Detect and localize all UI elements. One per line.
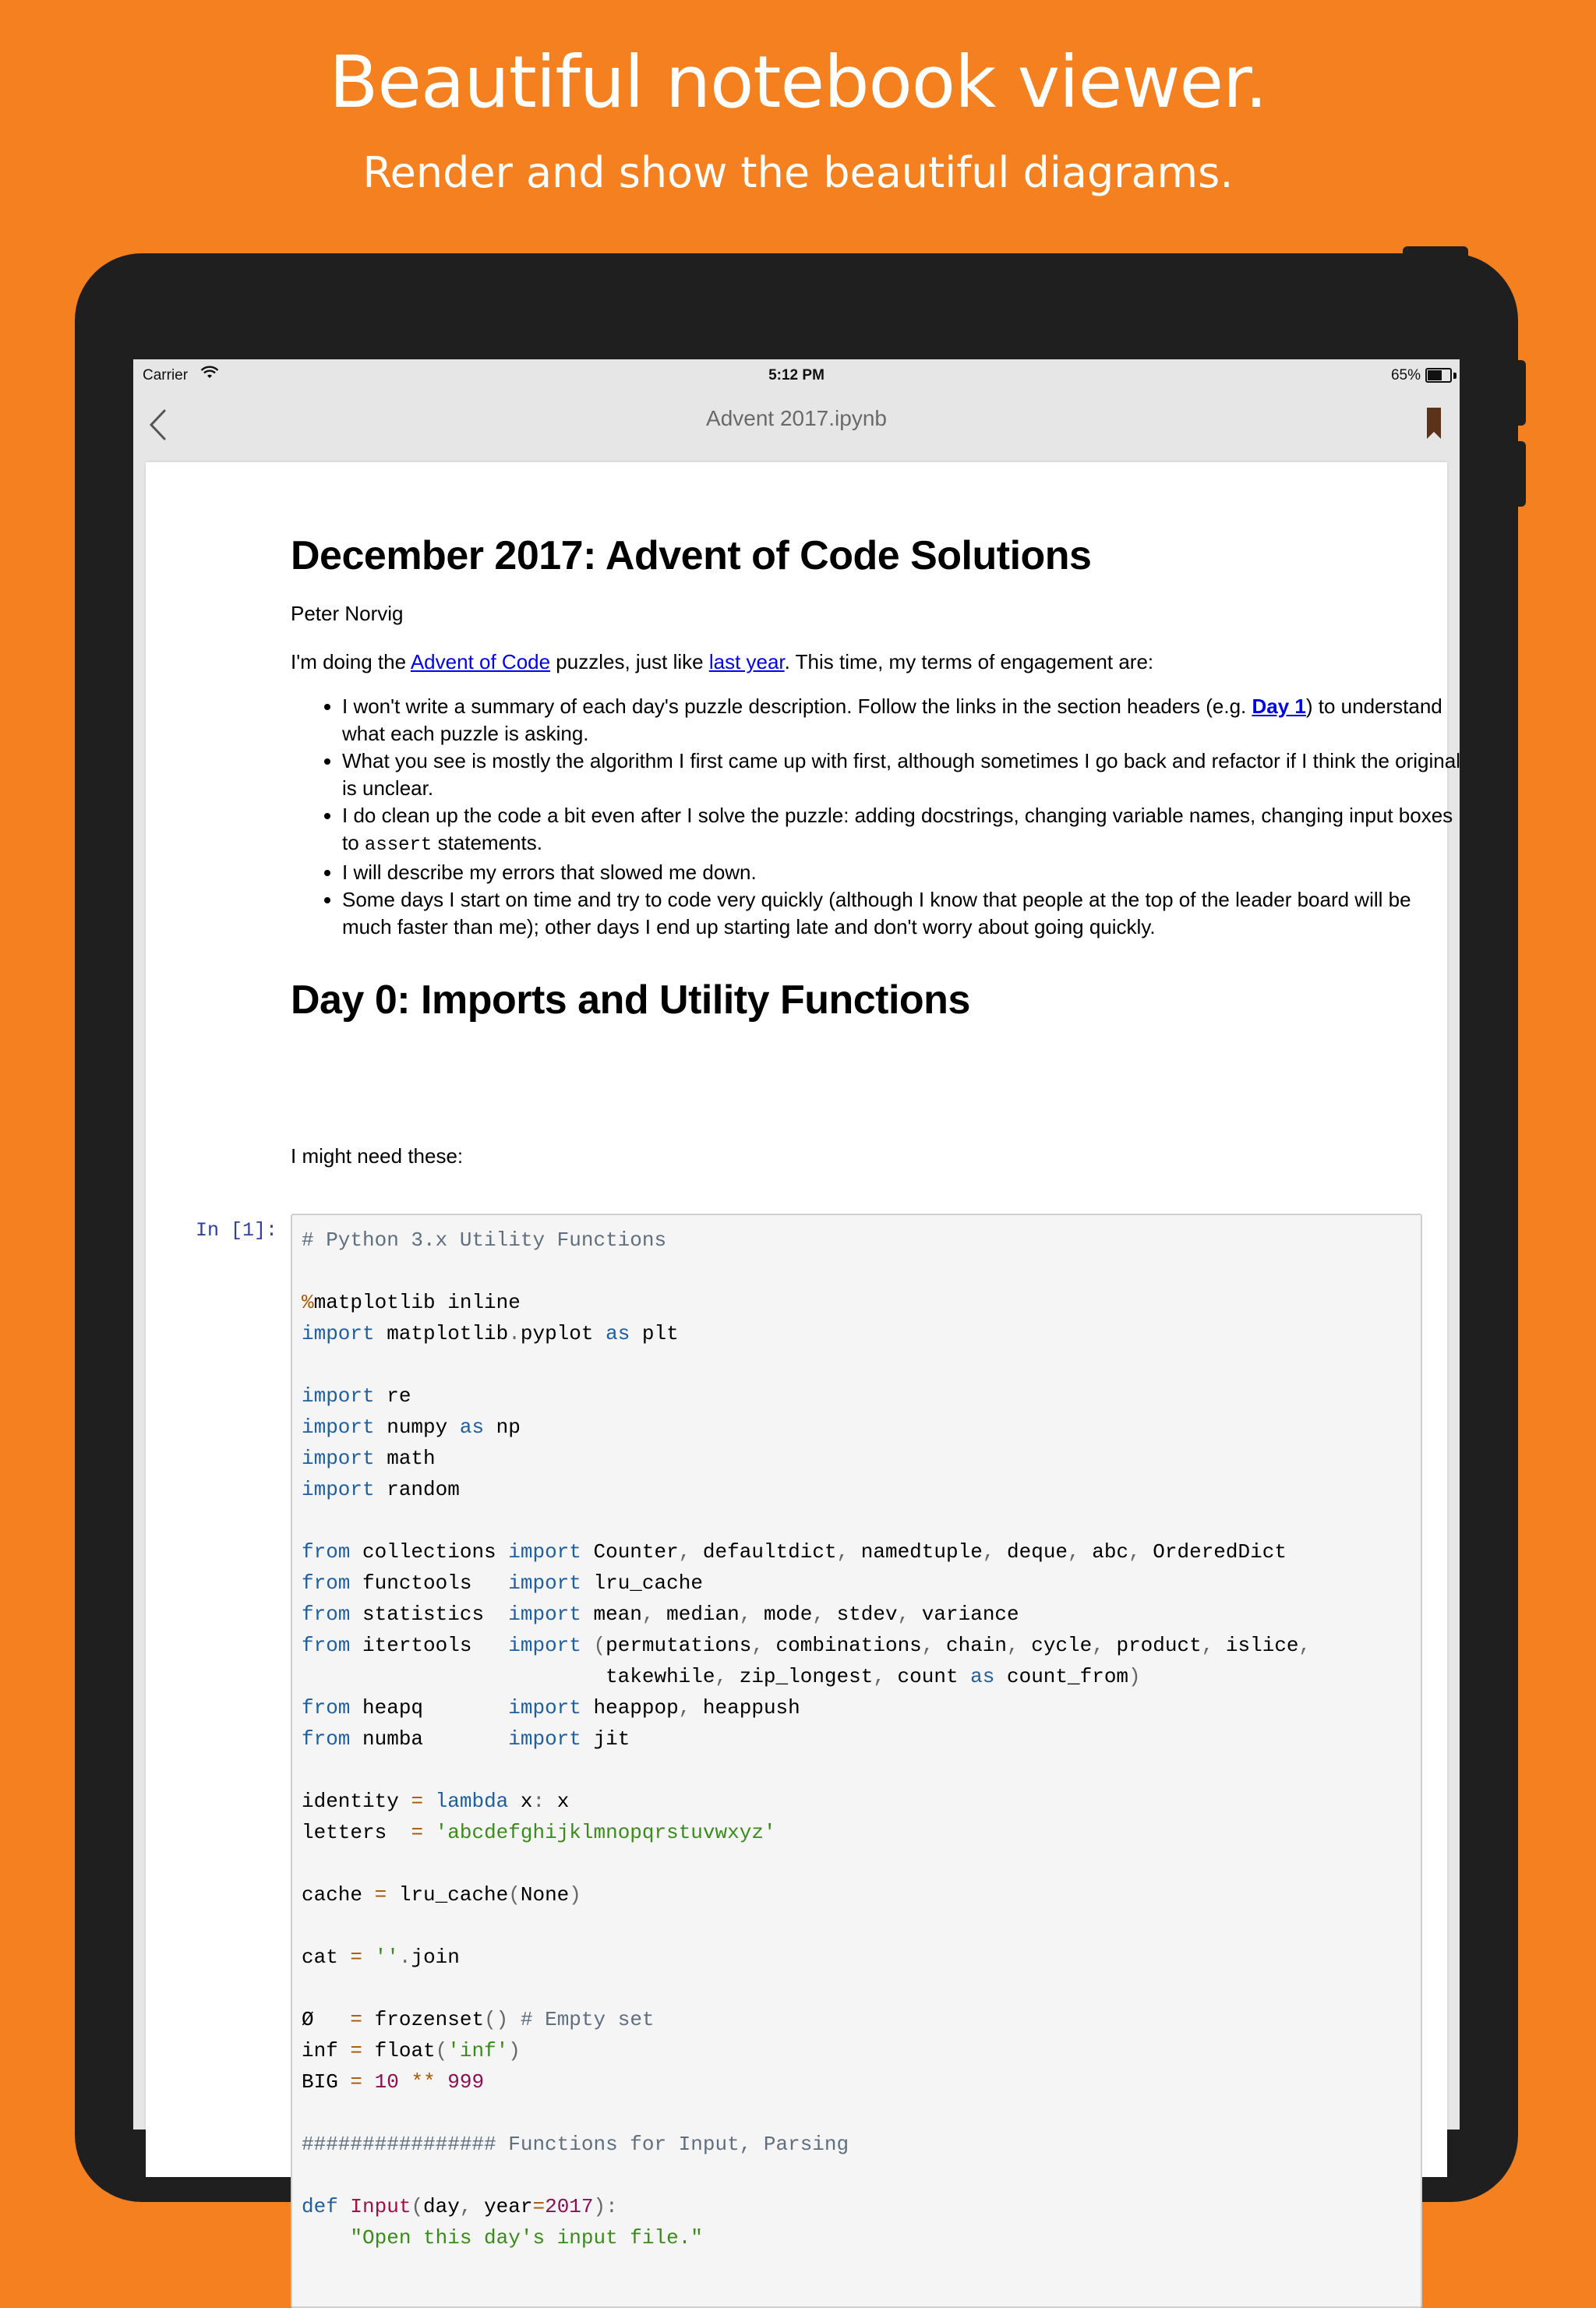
code-token: year xyxy=(471,2195,533,2218)
code-token xyxy=(423,1790,436,1813)
code-token xyxy=(508,2008,521,2031)
code-line xyxy=(302,1536,1411,1568)
code-token: frozenset xyxy=(362,2008,485,2031)
code-token: , xyxy=(739,1603,752,1626)
code-token: collections xyxy=(350,1540,509,1564)
code-line xyxy=(302,1817,1411,1848)
inline-code: assert xyxy=(364,835,433,856)
code-token: product xyxy=(1103,1634,1202,1657)
intro-text-before: I'm doing the xyxy=(291,650,411,673)
code-token: ): xyxy=(593,2195,618,2218)
code-token: % xyxy=(302,1291,314,1314)
code-token: import xyxy=(302,1384,375,1408)
code-token: ** xyxy=(411,2070,436,2094)
advent-of-code-link[interactable]: Advent of Code xyxy=(410,650,551,673)
code-token: as xyxy=(459,1416,485,1439)
code-token: 'abcdefghijklmnopqrstuvwxyz' xyxy=(435,1821,776,1844)
code-line xyxy=(302,1349,1411,1380)
code-token: x xyxy=(508,1790,533,1813)
code-token: from xyxy=(302,1603,351,1626)
code-cell[interactable] xyxy=(291,1214,1422,2308)
battery-tip xyxy=(1453,373,1457,379)
code-token: numba xyxy=(350,1727,509,1751)
code-token: import xyxy=(302,1322,375,1345)
code-token: from xyxy=(302,1727,351,1751)
code-token: , xyxy=(678,1696,691,1720)
code-line xyxy=(302,2035,1411,2066)
code-line xyxy=(302,2098,1411,2129)
code-token: 10 xyxy=(374,2070,399,2094)
code-token: import xyxy=(508,1696,581,1720)
intro-text-middle: puzzles, just like xyxy=(550,650,709,673)
code-token: itertools xyxy=(350,1634,509,1657)
list-item xyxy=(342,693,1464,748)
list-item xyxy=(342,802,1464,859)
bullet-text: I do clean up the code a bit even after I solve the puzzle: adding docstrings, changing variable names, changing input boxes to xyxy=(342,804,1453,854)
code-token: jit xyxy=(581,1727,630,1751)
code-token: cat xyxy=(302,1946,351,1969)
code-token: math xyxy=(374,1447,436,1470)
code-token: , xyxy=(1068,1540,1080,1564)
intro-paragraph xyxy=(291,648,1153,676)
cell-input-prompt: In [1]: xyxy=(196,1219,278,1242)
code-line xyxy=(302,1599,1411,1630)
hero-title: Beautiful notebook viewer. xyxy=(329,41,1267,124)
code-token: () xyxy=(484,2008,509,2031)
code-block[interactable] xyxy=(292,1215,1421,2263)
code-token: Counter xyxy=(581,1540,679,1564)
code-line xyxy=(302,2004,1411,2035)
code-token: : xyxy=(532,1790,546,1813)
code-token: matplotlib inline xyxy=(313,1291,521,1314)
code-token: , xyxy=(1201,1634,1214,1657)
hero-subtitle: Render and show the beautiful diagrams. xyxy=(362,148,1234,197)
code-line xyxy=(302,1661,1411,1692)
code-token: lambda xyxy=(435,1790,509,1813)
code-token: , xyxy=(715,1665,728,1688)
code-line xyxy=(302,1692,1411,1723)
code-line xyxy=(302,2066,1411,2098)
code-token: ( xyxy=(411,2195,424,2218)
tablet-screen xyxy=(133,359,1460,2250)
code-line xyxy=(302,1723,1411,1755)
code-token: 'inf' xyxy=(447,2039,509,2062)
list-item: • I will describe my errors that slowed me down. xyxy=(342,859,1464,886)
code-token: day xyxy=(423,2195,460,2218)
code-token: import xyxy=(508,1540,581,1564)
code-token: , xyxy=(836,1540,849,1564)
code-token: ) xyxy=(569,1883,581,1907)
code-token: letters xyxy=(302,1821,411,1844)
code-line xyxy=(302,1474,1411,1505)
code-token: = xyxy=(411,1790,424,1813)
code-token: from xyxy=(302,1696,351,1720)
code-token: , xyxy=(459,2195,472,2218)
code-token: permutations xyxy=(606,1634,752,1657)
code-line xyxy=(302,1287,1411,1318)
code-line xyxy=(302,1942,1411,1973)
code-token: "Open this day's input file." xyxy=(350,2226,703,2250)
code-token: as xyxy=(606,1322,630,1345)
notebook-page xyxy=(146,462,1460,2250)
code-token: # Python 3.x Utility Functions xyxy=(302,1228,667,1252)
code-token xyxy=(302,2226,350,2250)
bullet-text: I won't write a summary of each day's puzzle description. Follow the links in the section headers (e.g. xyxy=(342,695,1252,718)
code-token: Input xyxy=(350,2195,411,2218)
code-token: , xyxy=(982,1540,995,1564)
code-token: , xyxy=(1007,1634,1019,1657)
bullet-text: statements. xyxy=(432,831,542,854)
intro-text-after: . This time, my terms of engagement are: xyxy=(784,650,1154,673)
code-line xyxy=(302,1412,1411,1443)
code-token: ) xyxy=(508,2039,521,2062)
section-heading: Day 0: Imports and Utility Functions xyxy=(291,977,970,1023)
code-token: identity xyxy=(302,1790,411,1813)
code-line xyxy=(302,1973,1411,2004)
code-token: , xyxy=(678,1540,691,1564)
code-line xyxy=(302,1443,1411,1474)
code-token: plt xyxy=(630,1322,679,1345)
code-token: inf xyxy=(302,2039,351,2062)
code-token: heappop xyxy=(581,1696,679,1720)
bullet-text: ) to understand what each puzzle is asking. xyxy=(342,695,1442,745)
author-name: Peter Norvig xyxy=(291,602,404,625)
section-paragraph: I might need these: xyxy=(291,1144,464,1168)
code-token: , xyxy=(1092,1634,1104,1657)
day-1-link[interactable]: Day 1 xyxy=(1252,695,1306,718)
list-item: • Some days I start on time and try to code very quickly (although I know that people at the top of the leader board will be much faster than me); other days I end up starting late and don't worry about going quickly. xyxy=(342,886,1464,941)
code-token xyxy=(581,1634,594,1657)
code-token: ( xyxy=(593,1634,606,1657)
code-token: OrderedDict xyxy=(1140,1540,1287,1564)
code-token: matplotlib xyxy=(374,1322,509,1345)
code-token: Ø xyxy=(302,2008,351,2031)
code-token: = xyxy=(350,2008,363,2031)
code-token: 999 xyxy=(447,2070,485,2094)
code-token: lru_cache xyxy=(581,1571,703,1595)
code-token: takewhile xyxy=(302,1665,715,1688)
code-line xyxy=(302,1505,1411,1536)
code-token: combinations xyxy=(763,1634,922,1657)
code-token: statistics xyxy=(350,1603,509,1626)
engagement-terms-list xyxy=(291,693,1464,941)
code-token xyxy=(399,2070,411,2094)
code-token: None xyxy=(520,1883,570,1907)
code-line xyxy=(302,1786,1411,1817)
code-line xyxy=(302,2129,1411,2160)
code-token: ( xyxy=(508,1883,521,1907)
code-line xyxy=(302,1380,1411,1412)
code-token: islice xyxy=(1213,1634,1299,1657)
code-token: , xyxy=(921,1634,934,1657)
code-token: float xyxy=(362,2039,436,2062)
code-token: lru_cache xyxy=(387,1883,509,1907)
list-item: • What you see is mostly the algorithm I first came up with first, although sometimes I go back and refactor if I think the original is unclear. xyxy=(342,748,1464,802)
code-token: , xyxy=(751,1634,764,1657)
code-token: import xyxy=(508,1571,581,1595)
code-token: defaultdict xyxy=(690,1540,837,1564)
code-line xyxy=(302,1318,1411,1349)
code-token: 2017 xyxy=(545,2195,594,2218)
code-line xyxy=(302,1568,1411,1599)
code-token: . xyxy=(398,1946,411,1969)
code-token: # Empty set xyxy=(520,2008,655,2031)
code-token: variance xyxy=(909,1603,1019,1626)
code-token: import xyxy=(508,1727,581,1751)
code-token xyxy=(362,1946,375,1969)
code-token: import xyxy=(302,1416,375,1439)
code-token: from xyxy=(302,1571,351,1595)
code-token: random xyxy=(374,1478,460,1501)
code-token: as xyxy=(970,1665,995,1688)
battery-icon xyxy=(1425,368,1452,383)
code-token: = xyxy=(350,2070,363,2094)
code-token: from xyxy=(302,1634,351,1657)
code-token: heapq xyxy=(350,1696,509,1720)
document-title: Advent 2017.ipynb xyxy=(706,406,887,430)
code-line xyxy=(302,2222,1411,2253)
code-token: namedtuple xyxy=(849,1540,983,1564)
code-token: pyplot xyxy=(520,1322,606,1345)
code-token: ( xyxy=(435,2039,448,2062)
navigation-bar xyxy=(133,391,1460,462)
code-token: median xyxy=(654,1603,740,1626)
code-token: , xyxy=(1298,1634,1312,1657)
code-token: count xyxy=(885,1665,971,1688)
notebook-title: December 2017: Advent of Code Solutions xyxy=(291,533,1092,578)
code-token: import xyxy=(508,1603,581,1626)
code-token: . xyxy=(508,1322,521,1345)
code-token: join xyxy=(411,1946,460,1969)
code-token: = xyxy=(350,1946,363,1969)
code-token xyxy=(362,2070,375,2094)
code-token: '' xyxy=(374,1946,399,1969)
code-token: import xyxy=(508,1634,581,1657)
status-bar xyxy=(133,359,1460,391)
code-line xyxy=(302,1879,1411,1910)
code-token: , xyxy=(812,1603,824,1626)
code-token: import xyxy=(302,1447,375,1470)
battery-percentage: 65% xyxy=(1390,367,1421,383)
code-line xyxy=(302,1910,1411,1942)
code-token: from xyxy=(302,1540,351,1564)
code-token: abc xyxy=(1079,1540,1129,1564)
code-token: ) xyxy=(1128,1665,1141,1688)
code-token: zip_longest xyxy=(727,1665,874,1688)
code-token: numpy xyxy=(374,1416,460,1439)
code-line xyxy=(302,2191,1411,2222)
bookmark-icon[interactable] xyxy=(1427,408,1441,439)
code-token: np xyxy=(484,1416,521,1439)
code-token: = xyxy=(532,2195,546,2218)
code-token: ################ Functions for Input, Parsing xyxy=(302,2133,849,2156)
code-token: = xyxy=(374,1883,387,1907)
code-token: x xyxy=(545,1790,570,1813)
code-token: = xyxy=(350,2039,363,2062)
last-year-link[interactable]: last year xyxy=(708,650,785,673)
code-token: cycle xyxy=(1019,1634,1093,1657)
code-line xyxy=(302,1225,1411,1256)
code-token: heappush xyxy=(690,1696,800,1720)
code-token: chain xyxy=(934,1634,1008,1657)
code-token: mode xyxy=(751,1603,813,1626)
code-token: , xyxy=(873,1665,885,1688)
status-carrier: Carrier xyxy=(143,367,189,383)
code-line xyxy=(302,2160,1411,2191)
code-token: , xyxy=(897,1603,910,1626)
code-token xyxy=(338,2195,351,2218)
code-token: mean xyxy=(581,1603,642,1626)
code-token: deque xyxy=(994,1540,1068,1564)
code-token xyxy=(423,1821,436,1844)
code-token: BIG xyxy=(302,2070,351,2094)
code-line xyxy=(302,1755,1411,1786)
code-token: def xyxy=(302,2195,338,2218)
code-line xyxy=(302,1630,1411,1661)
code-token xyxy=(436,2070,448,2094)
code-token: count_from xyxy=(994,1665,1129,1688)
code-token: functools xyxy=(350,1571,509,1595)
code-token: cache xyxy=(302,1883,375,1907)
code-token: = xyxy=(411,1821,424,1844)
code-line xyxy=(302,1256,1411,1287)
status-time: 5:12 PM xyxy=(768,367,824,383)
code-token: , xyxy=(641,1603,655,1626)
code-token: import xyxy=(302,1478,375,1501)
code-token: , xyxy=(1128,1540,1141,1564)
code-token: stdev xyxy=(824,1603,898,1626)
battery-fill xyxy=(1428,370,1442,380)
code-line xyxy=(302,1848,1411,1879)
code-token: re xyxy=(374,1384,411,1408)
